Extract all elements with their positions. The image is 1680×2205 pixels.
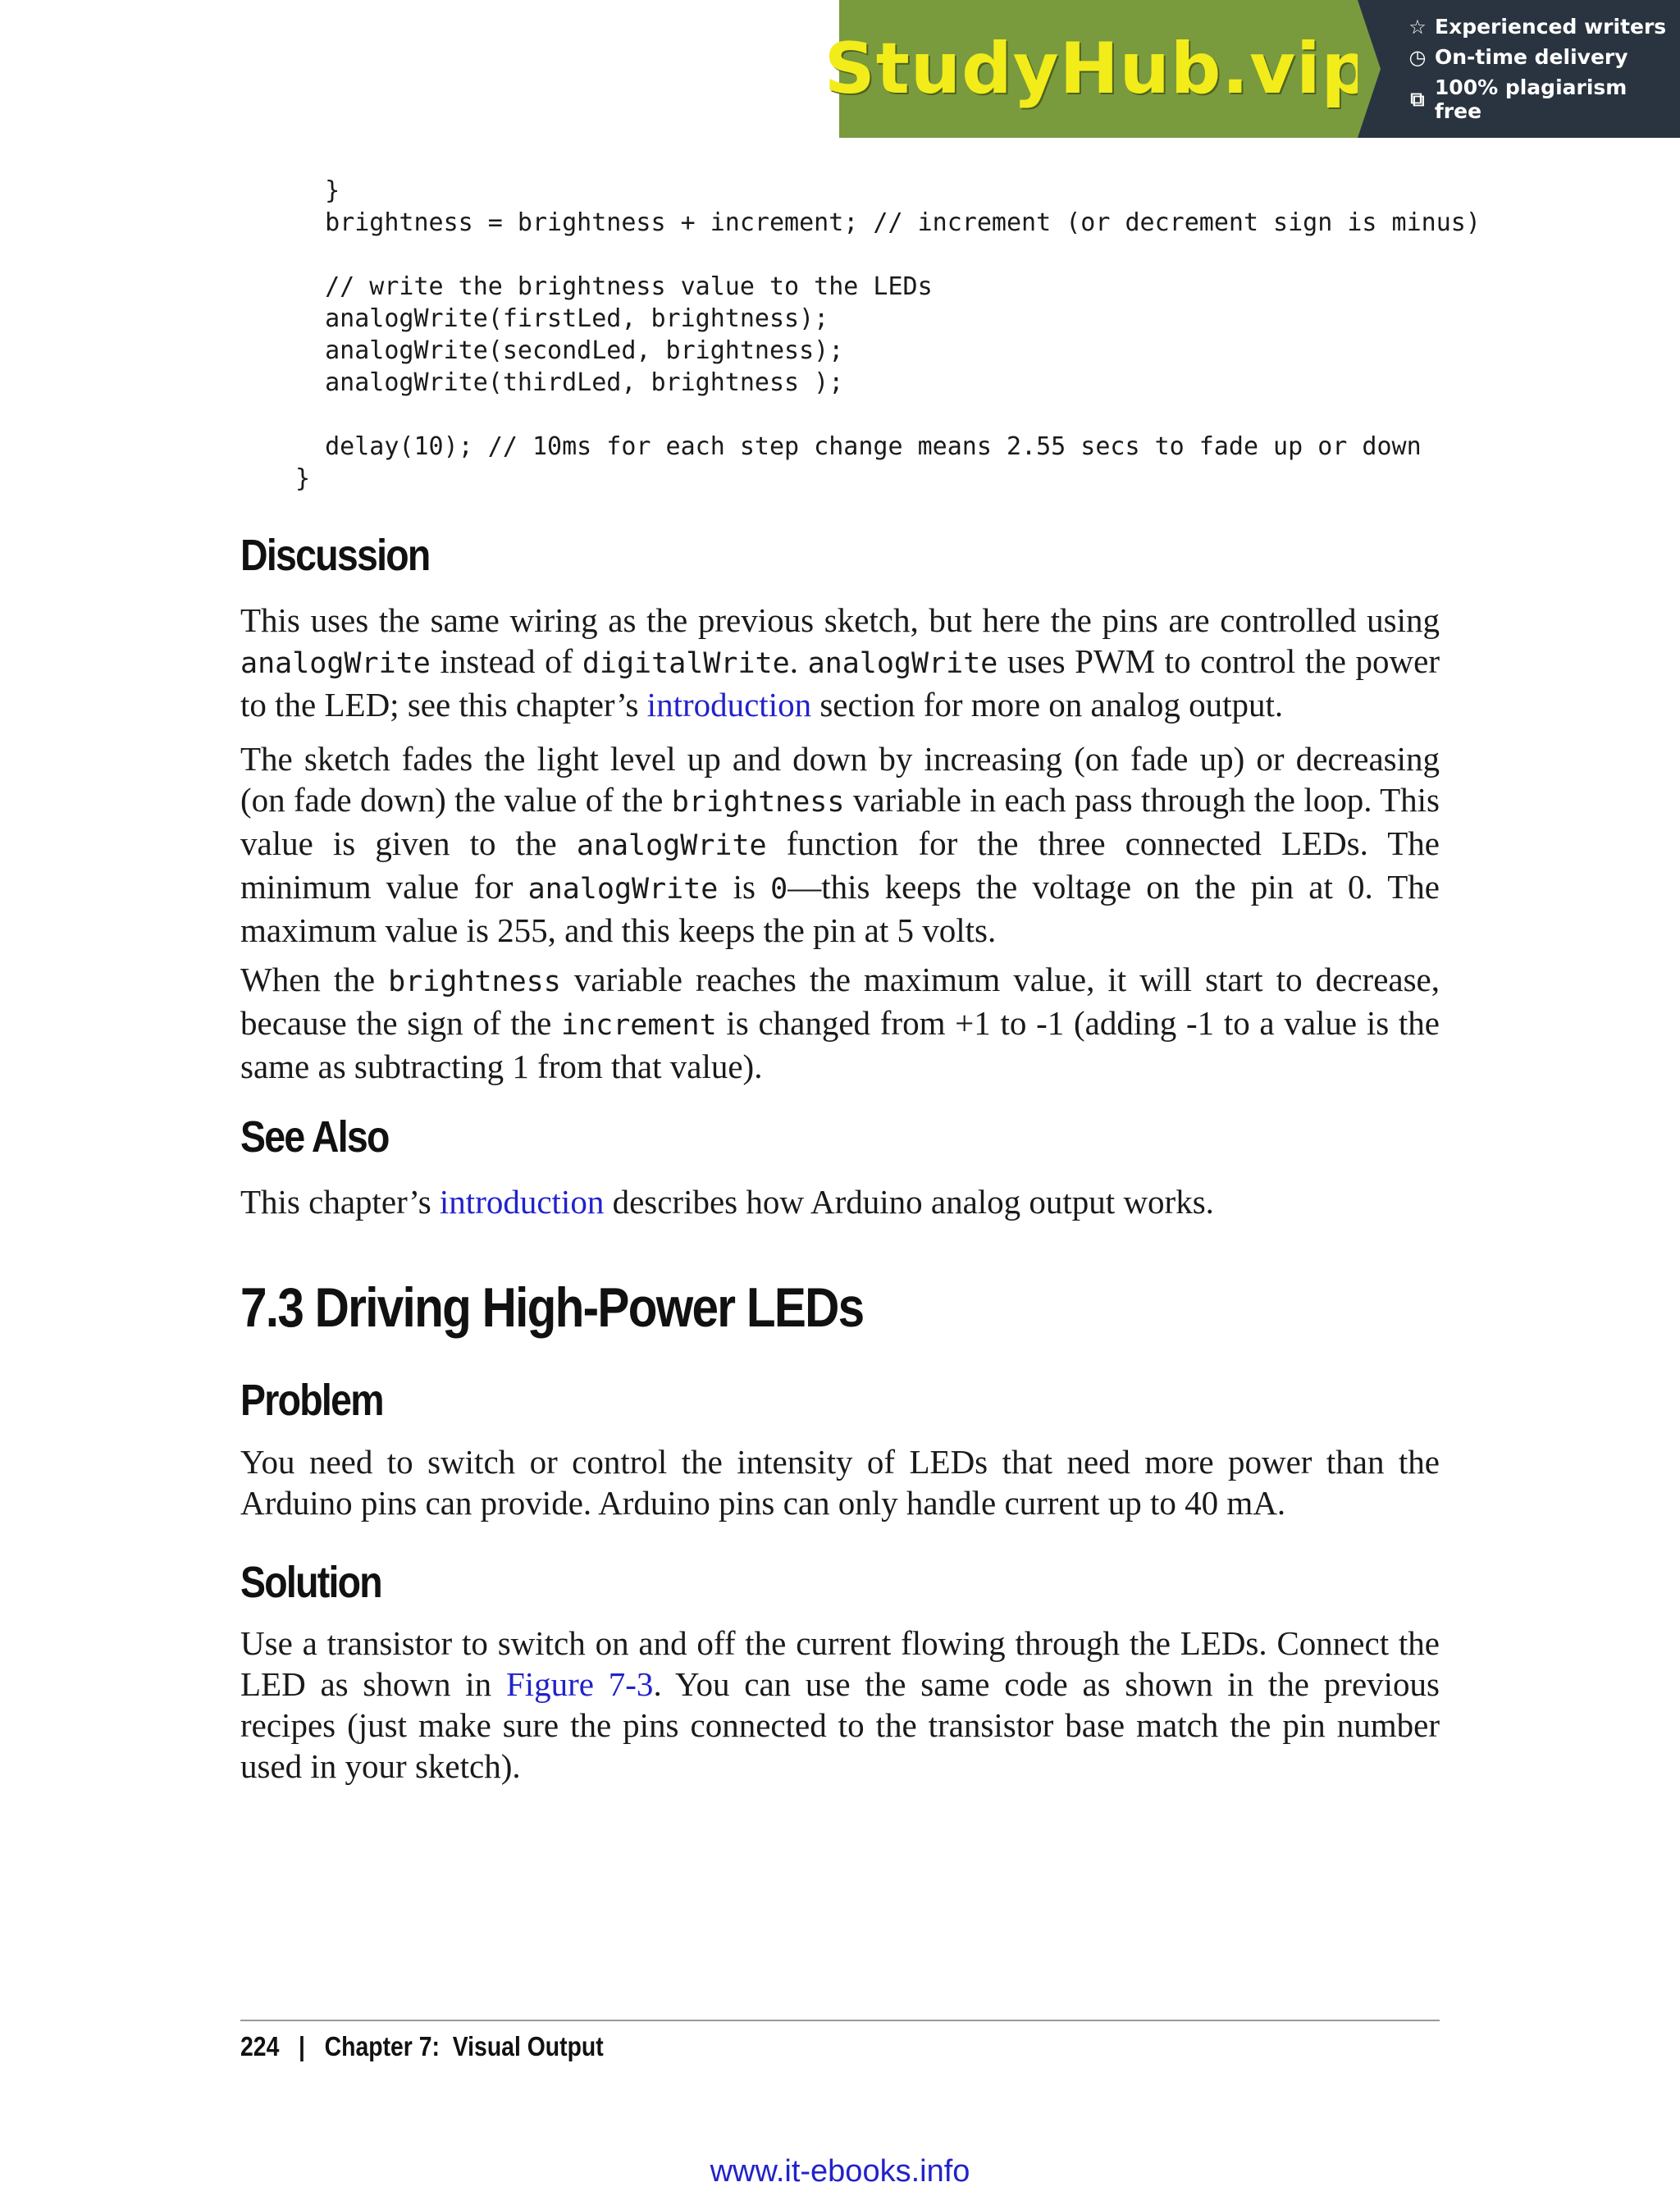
clock-icon: ◷ — [1408, 45, 1427, 69]
code-listing — [295, 175, 1481, 495]
solution-heading: Solution — [240, 1558, 381, 1607]
copy-icon: ⧉ — [1410, 88, 1425, 111]
inline-code: analogWrite — [807, 647, 998, 680]
promo-banner[interactable] — [824, 0, 1680, 138]
inline-code: increment — [561, 1009, 717, 1042]
banner-logo-area — [824, 0, 1373, 138]
code-line: analogWrite(secondLed, brightness); — [295, 336, 844, 365]
banner-feature-plagiarism — [1407, 75, 1680, 123]
inline-code: 0 — [770, 873, 788, 906]
see-also-paragraph: This chapter’s introduction describes how Arduino analog output works. — [240, 1183, 1214, 1221]
problem-section — [240, 1375, 1440, 1426]
inline-code: digitalWrite — [582, 647, 790, 680]
code-line: } — [295, 464, 311, 493]
banner-feature-delivery — [1407, 45, 1680, 69]
solution-section — [240, 1557, 1440, 1608]
footer-chapter: Chapter 7: Visual Output — [324, 2031, 604, 2061]
code-line — [295, 399, 1481, 431]
banner-feature-label: On-time delivery — [1435, 45, 1628, 69]
banner-logo: StudyHub.vip — [824, 28, 1373, 110]
discussion-paragraph-3: When the brightness variable reaches the maximum value, it will start to decrease, because the sign of the increment is changed from +1 to -1 (adding -1 to a value is the same as subtracting 1 from that value). — [240, 961, 1440, 1085]
page-footer — [240, 2031, 604, 2062]
discussion-paragraph-2: The sketch fades the light level up and down by increasing (on fade up) or decreasing (on fade down) the value of the brightness variable in each pass through the loop. This value is given to the analogWrite function for the three connected LEDs. The minimum value for analogWrite is 0—this keeps the voltage on the pin at 0. The maximum value is 255, and this keeps the pin at 5 volts. — [240, 740, 1440, 949]
code-line — [295, 239, 1481, 271]
inline-code: brightness — [671, 786, 845, 819]
code-line: delay(10); // 10ms for each step change means 2.55 secs to fade up or down — [295, 432, 1422, 461]
figure-link[interactable]: Figure 7-3 — [505, 1665, 654, 1703]
inline-code: brightness — [388, 966, 561, 998]
banner-feature-writers — [1407, 15, 1680, 39]
banner-feature-label: Experienced writers — [1435, 15, 1667, 39]
problem-heading: Problem — [240, 1376, 383, 1425]
code-line: analogWrite(thirdLed, brightness ); — [295, 368, 844, 397]
code-line: // write the brightness value to the LEDs — [295, 272, 933, 301]
star-icon: ☆ — [1408, 15, 1427, 39]
code-line: brightness = brightness + increment; // increment (or decrement sign is minus) — [295, 208, 1481, 237]
footer-separator: | — [299, 2031, 305, 2061]
problem-paragraph: You need to switch or control the intensity of LEDs that need more power than the Arduino pins can provide. Arduino pins can only handle current up to 40 mA. — [240, 1443, 1440, 1522]
code-line: } — [295, 176, 340, 205]
solution-paragraph: Use a transistor to switch on and off the current flowing through the LEDs. Connect the LED as shown in Figure 7-3. You can use the same code as shown in the previous recipes (just make sure the pins connected to the transistor base match the pin number used in your sketch). — [240, 1624, 1440, 1785]
page-number: 224 — [240, 2031, 280, 2061]
introduction-link[interactable]: introduction — [439, 1183, 605, 1221]
see-also-section — [240, 1112, 1440, 1162]
inline-code: analogWrite — [576, 829, 767, 862]
discussion-heading: Discussion — [240, 531, 430, 580]
inline-code: analogWrite — [527, 873, 719, 906]
introduction-link[interactable]: introduction — [646, 686, 812, 724]
recipe-title: 7.3 Driving High-Power LEDs — [240, 1276, 864, 1339]
discussion-paragraph-1: This uses the same wiring as the previous sketch, but here the pins are controlled using analogWrite instead of digitalWrite. analogWrite uses PWM to control the power to the LED; see this chapter’s introduction section for more on analog output. — [240, 601, 1440, 724]
see-also-heading: See Also — [240, 1112, 389, 1162]
footer-rule — [240, 2020, 1440, 2021]
banner-features — [1358, 0, 1680, 138]
recipe-section — [240, 1276, 1440, 1340]
code-line: analogWrite(firstLed, brightness); — [295, 304, 829, 333]
inline-code: analogWrite — [240, 647, 431, 680]
watermark-link[interactable]: www.it-ebooks.info — [710, 2154, 970, 2189]
banner-feature-label: 100% plagiarism free — [1434, 75, 1628, 123]
discussion-section — [240, 530, 1440, 581]
